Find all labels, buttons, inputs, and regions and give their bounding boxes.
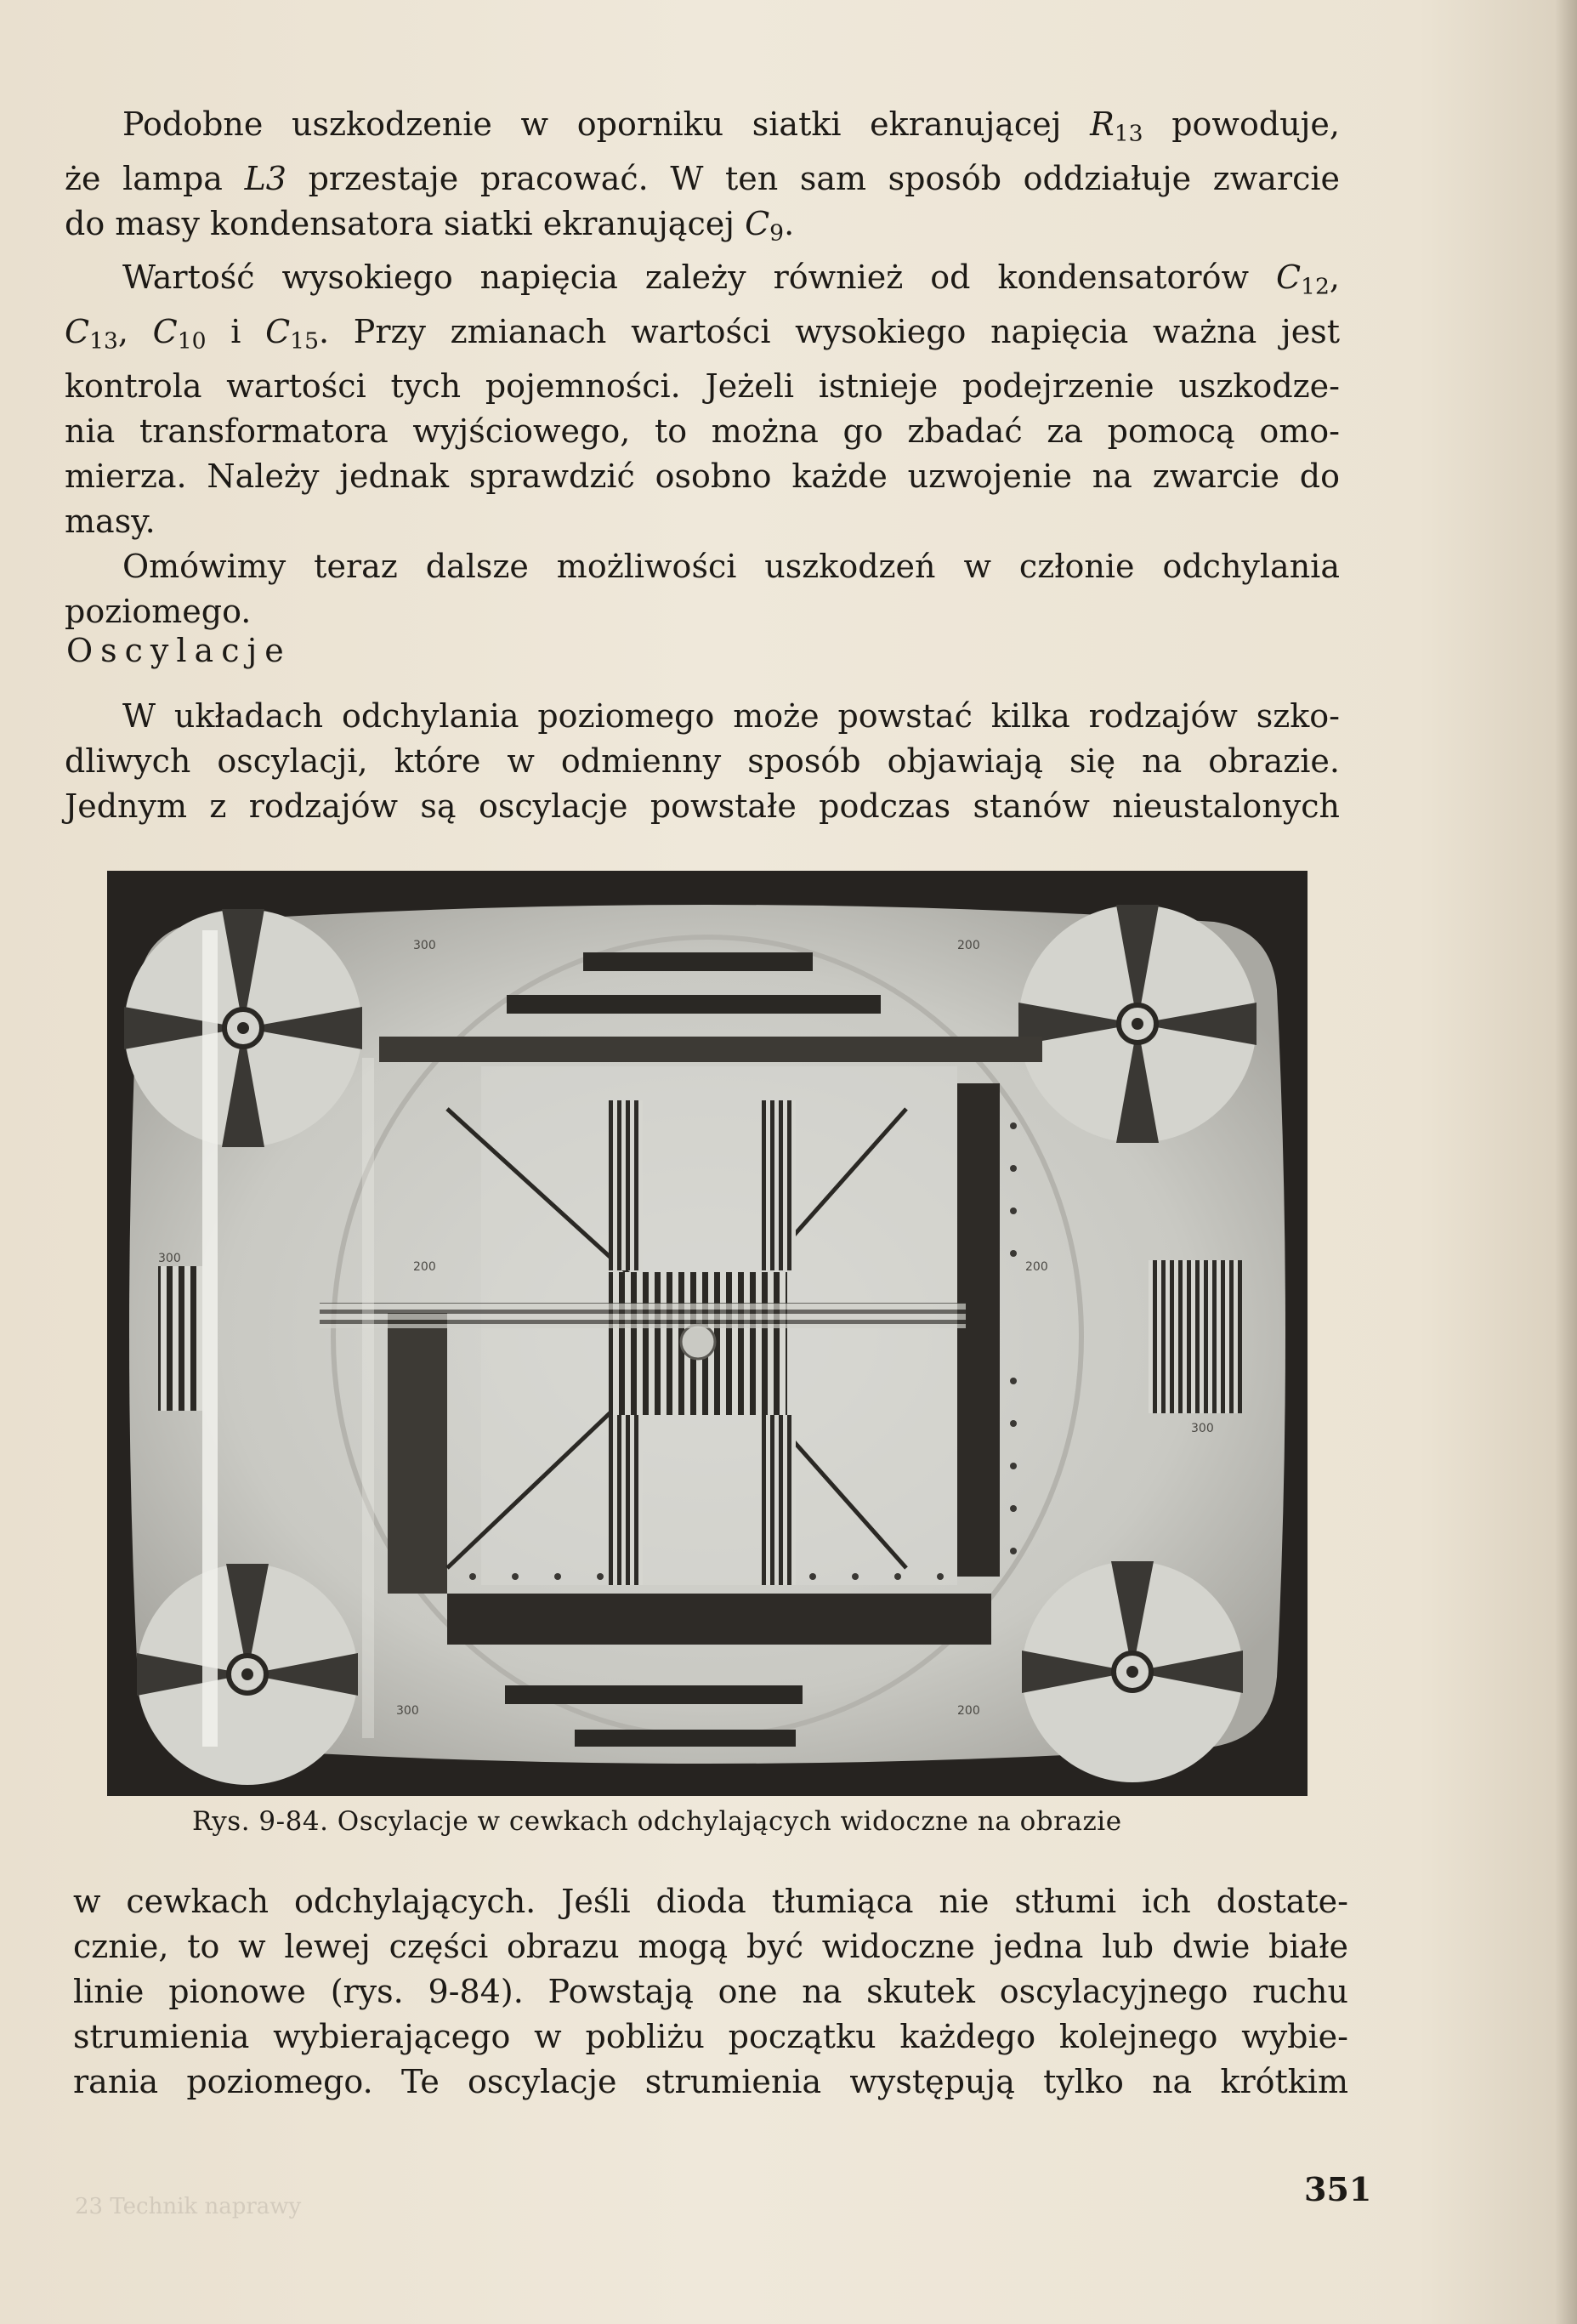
scale-label: 300 xyxy=(158,1252,181,1265)
central-frame-right xyxy=(957,1083,1000,1577)
scale-label: 200 xyxy=(1025,1260,1048,1274)
corner-wheel-bottom-right xyxy=(1022,1561,1243,1782)
bottom-black-bar-narrow xyxy=(575,1730,796,1747)
text-line: Omówimy teraz dalsze możliwości uszkodzeń w członie odchylania xyxy=(122,547,1340,585)
text-line: Podobne uszkodzenie w oporniku siatki ekranującej $R_{13}$ powoduje, xyxy=(122,105,1340,147)
text-line: strumienia wybierającego w pobliżu początku każdego kolejnego wybie- xyxy=(73,2018,1348,2055)
section-heading: Oscylacje xyxy=(66,632,292,669)
text-line: kontrola wartości tych pojemności. Jeżeli istnieje podejrzenie uszkodze- xyxy=(65,366,1340,405)
corner-wheel-top-right xyxy=(1018,905,1256,1143)
scale-label: 300 xyxy=(413,939,436,952)
text-block-top xyxy=(65,102,1340,634)
figure-test-pattern-photo xyxy=(107,871,1308,1796)
vertical-grating-top-left xyxy=(609,1100,643,1270)
corner-wheel-top-left xyxy=(124,909,362,1147)
text-block-middle xyxy=(65,694,1340,829)
binding-shadow xyxy=(1555,0,1577,2324)
text-line: rania poziomego. Te oscylacje strumienia występują tylko na krótkim xyxy=(73,2063,1348,2100)
text-line: W układach odchylania poziomego może powstać kilka rodzajów szko- xyxy=(122,697,1340,735)
text-line: masy. xyxy=(65,502,156,540)
scale-label: 200 xyxy=(413,1260,436,1274)
text-line: cznie, to w lewej części obrazu mogą być widoczne jedna lub dwie białe xyxy=(73,1928,1348,1965)
vertical-grating-bottom-right xyxy=(762,1415,796,1585)
vertical-grating-top-right xyxy=(762,1100,796,1270)
central-frame-top xyxy=(379,1037,1042,1062)
scale-label: 200 xyxy=(957,939,980,952)
text-line: poziomego. xyxy=(65,592,252,630)
top-black-bar-wide xyxy=(507,995,881,1014)
page-number: 351 xyxy=(1304,2170,1372,2208)
text-line: że lampa L3 przestaje pracować. W ten sam sposób oddziałuje zwarcie xyxy=(65,159,1341,197)
bleed-through-footnote: 23 Technik naprawy xyxy=(75,2194,302,2219)
scale-label: 300 xyxy=(396,1704,419,1718)
text-line: mierza. Należy jednak sprawdzić osobno każde uzwojenie na zwarcie do xyxy=(65,457,1340,495)
scale-label: 200 xyxy=(957,1704,980,1718)
center-target xyxy=(681,1325,715,1359)
vertical-grating-bottom-left xyxy=(609,1415,643,1585)
oscillation-faint-line xyxy=(362,1058,374,1738)
test-pattern-image xyxy=(107,871,1308,1796)
bottom-black-bar xyxy=(505,1685,803,1704)
left-side-grating xyxy=(158,1266,202,1411)
text-line: Wartość wysokiego napięcia zależy również od kondensatorów $C_{12}$, xyxy=(122,259,1340,300)
text-line: w cewkach odchylających. Jeśli dioda tłumiąca nie stłumi ich dostate- xyxy=(73,1883,1348,1920)
figure-caption: Rys. 9-84. Oscylacje w cewkach odchylających widoczne na obrazie xyxy=(192,1806,1122,1837)
central-frame-left xyxy=(388,1313,447,1594)
corner-wheel-bottom-left xyxy=(137,1564,358,1785)
text-line: nia transformatora wyjściowego, to można go zbadać za pomocą omo- xyxy=(65,412,1340,450)
text-line: Jednym z rodzajów są oscylacje powstałe podczas stanów nieustalonych xyxy=(65,787,1340,825)
top-black-bar xyxy=(583,952,813,971)
right-side-grating xyxy=(1149,1260,1242,1413)
scale-label: 300 xyxy=(1191,1422,1214,1435)
horizontal-grating xyxy=(320,1303,966,1328)
oscillation-white-line xyxy=(202,930,218,1747)
text-line: dliwych oscylacji, które w odmienny sposób objawiają się na obrazie. xyxy=(65,742,1340,780)
text-line: $C_{13}$, $C_{10}$ i $C_{15}$. Przy zmianach wartości wysokiego napięcia ważna jest xyxy=(65,312,1340,355)
text-line: linie pionowe (rys. 9-84). Powstają one na skutek oscylacyjnego ruchu xyxy=(73,1973,1348,2010)
text-block-bottom xyxy=(73,1879,1348,2105)
central-frame-bottom xyxy=(447,1594,991,1645)
text-line: do masy kondensatora siatki ekranującej $C_9$. xyxy=(65,204,795,247)
